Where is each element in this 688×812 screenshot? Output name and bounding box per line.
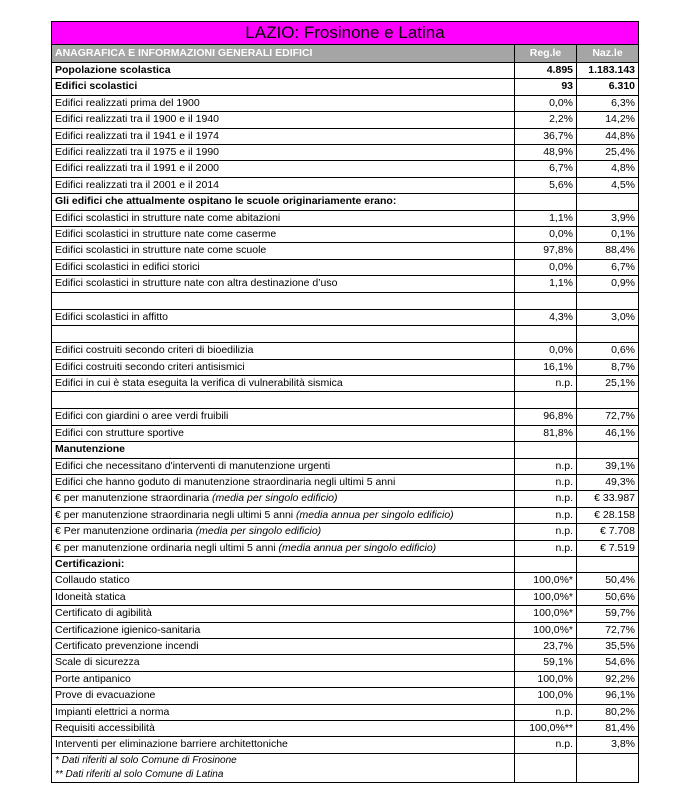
table-row xyxy=(52,622,639,638)
row-label xyxy=(52,688,515,704)
row-label xyxy=(52,392,515,409)
row-label-text: € per manutenzione ordinaria negli ultimi 5 anni xyxy=(55,541,276,554)
row-label xyxy=(52,343,515,359)
regional-value: 5,6% xyxy=(515,177,577,193)
row-label xyxy=(52,639,515,655)
row-label-text: Porte antipanico xyxy=(55,672,131,685)
title-row xyxy=(52,22,639,45)
row-label-text: Edifici in cui è stata eseguita la verifica di vulnerabilità sismica xyxy=(55,376,343,389)
regional-value xyxy=(515,392,577,409)
row-label xyxy=(52,704,515,720)
table-row xyxy=(52,227,639,243)
national-value xyxy=(577,194,639,210)
table-row xyxy=(52,145,639,161)
table-row xyxy=(52,343,639,359)
row-label xyxy=(52,458,515,474)
row-label xyxy=(52,95,515,111)
row-label xyxy=(52,721,515,737)
national-value: 72,7% xyxy=(577,409,639,425)
table-row xyxy=(52,606,639,622)
row-label-text: Edifici costruiti secondo criteri antisismici xyxy=(55,360,245,373)
row-label-text: Edifici scolastici in strutture nate come abitazioni xyxy=(55,211,281,224)
row-label-text: Edifici realizzati tra il 2001 e il 2014 xyxy=(55,178,220,191)
regional-value: 2,2% xyxy=(515,112,577,128)
national-value xyxy=(577,442,639,458)
table-row xyxy=(52,128,639,144)
table-row xyxy=(52,409,639,425)
table-row xyxy=(52,524,639,540)
row-label-text: € per manutenzione straordinaria negli ultimi 5 anni xyxy=(55,508,294,521)
regional-value: 100,0%** xyxy=(515,721,577,737)
row-label xyxy=(52,507,515,523)
row-label-text: Edifici realizzati tra il 1900 e il 1940 xyxy=(55,113,220,126)
national-value: 25,1% xyxy=(577,375,639,391)
footnote-empty-cell xyxy=(577,753,639,768)
row-label xyxy=(52,79,515,95)
blank-row xyxy=(52,292,639,309)
row-label xyxy=(52,375,515,391)
row-label xyxy=(52,655,515,671)
row-label-text: Interventi per eliminazione barriere architettoniche xyxy=(55,738,288,751)
table-row xyxy=(52,359,639,375)
row-label xyxy=(52,259,515,275)
regional-value: 97,8% xyxy=(515,243,577,259)
regional-value: 16,1% xyxy=(515,359,577,375)
regional-value: n.p. xyxy=(515,540,577,556)
table-row xyxy=(52,276,639,292)
table-row xyxy=(52,95,639,111)
section-row xyxy=(52,63,639,79)
regional-value: 96,8% xyxy=(515,409,577,425)
table-row xyxy=(52,737,639,753)
regional-value: 1,1% xyxy=(515,276,577,292)
row-label-note: (media annua per singolo edificio) xyxy=(293,508,454,521)
section-row xyxy=(52,194,639,210)
table-row xyxy=(52,573,639,589)
table-row xyxy=(52,721,639,737)
national-value: 88,4% xyxy=(577,243,639,259)
row-label xyxy=(52,573,515,589)
row-label-text: Certificato di agibilità xyxy=(55,607,152,620)
table-row xyxy=(52,507,639,523)
row-label xyxy=(52,359,515,375)
regional-value: 100,0%* xyxy=(515,622,577,638)
table-row xyxy=(52,243,639,259)
row-label-text: Edifici che necessitano d'interventi di manutenzione urgenti xyxy=(55,459,331,472)
table-row xyxy=(52,210,639,226)
row-label xyxy=(52,112,515,128)
row-label-text: Idoneità statica xyxy=(55,590,126,603)
regional-value: 100,0% xyxy=(515,671,577,687)
table-row xyxy=(52,161,639,177)
national-value: 3,8% xyxy=(577,737,639,753)
row-label xyxy=(52,63,515,79)
section-row xyxy=(52,556,639,572)
row-label-text: Impianti elettrici a norma xyxy=(55,705,170,718)
national-value: 44,8% xyxy=(577,128,639,144)
regional-value xyxy=(515,326,577,343)
row-label-text: Gli edifici che attualmente ospitano le scuole originariamente erano: xyxy=(55,195,397,208)
footnote-empty-cell xyxy=(515,768,577,783)
row-label-text: Manutenzione xyxy=(55,443,125,456)
section-row xyxy=(52,79,639,95)
table-row xyxy=(52,704,639,720)
table-row xyxy=(52,112,639,128)
table-row xyxy=(52,375,639,391)
national-value: 0,1% xyxy=(577,227,639,243)
row-label xyxy=(52,161,515,177)
national-value: 46,1% xyxy=(577,425,639,441)
regional-value: n.p. xyxy=(515,737,577,753)
national-value: 14,2% xyxy=(577,112,639,128)
row-label xyxy=(52,622,515,638)
national-value: 4,5% xyxy=(577,177,639,193)
regional-value: 100,0%* xyxy=(515,606,577,622)
row-label xyxy=(52,309,515,325)
row-label-text: Scale di sicurezza xyxy=(55,656,140,669)
regional-value: n.p. xyxy=(515,474,577,490)
national-value: 0,9% xyxy=(577,276,639,292)
regional-value: 23,7% xyxy=(515,639,577,655)
national-value: 3,9% xyxy=(577,210,639,226)
footnote-row xyxy=(52,768,639,783)
national-value: 50,6% xyxy=(577,589,639,605)
regional-value xyxy=(515,292,577,309)
national-value: 35,5% xyxy=(577,639,639,655)
regional-value: n.p. xyxy=(515,375,577,391)
national-value: € 33.987 xyxy=(577,491,639,507)
regional-value xyxy=(515,194,577,210)
row-label-text: Edifici realizzati tra il 1991 e il 2000 xyxy=(55,162,220,175)
table-row xyxy=(52,491,639,507)
table-row xyxy=(52,425,639,441)
regional-value: 100,0% xyxy=(515,688,577,704)
blank-row xyxy=(52,326,639,343)
row-label-note: (media per singolo edificio) xyxy=(209,492,338,505)
row-label xyxy=(52,540,515,556)
row-label xyxy=(52,227,515,243)
row-label xyxy=(52,606,515,622)
national-value: € 7.519 xyxy=(577,540,639,556)
row-label xyxy=(52,474,515,490)
national-value: 50,4% xyxy=(577,573,639,589)
regional-value: 0,0% xyxy=(515,95,577,111)
row-label xyxy=(52,524,515,540)
regional-value: 4.895 xyxy=(515,63,577,79)
table-row xyxy=(52,589,639,605)
row-label-text: Edifici realizzati prima del 1900 xyxy=(55,96,200,109)
national-value: 1.183.143 xyxy=(577,63,639,79)
row-label xyxy=(52,442,515,458)
regional-value: 6,7% xyxy=(515,161,577,177)
row-label-text: Edifici scolastici in affitto xyxy=(55,310,169,323)
national-value: 4,8% xyxy=(577,161,639,177)
regional-value: 93 xyxy=(515,79,577,95)
header-label: ANAGRAFICA E INFORMAZIONI GENERALI EDIFICI xyxy=(52,45,515,63)
row-label xyxy=(52,194,515,210)
row-label xyxy=(52,326,515,343)
header-national: Naz.le xyxy=(577,45,639,63)
national-value: 96,1% xyxy=(577,688,639,704)
table-row xyxy=(52,688,639,704)
row-label-text: Edifici scolastici in strutture nate con altra destinazione d’uso xyxy=(55,277,338,290)
national-value: 39,1% xyxy=(577,458,639,474)
national-value: € 7.708 xyxy=(577,524,639,540)
table-row xyxy=(52,309,639,325)
header-regional: Reg.le xyxy=(515,45,577,63)
regional-value: 0,0% xyxy=(515,227,577,243)
footnote-empty-cell xyxy=(577,768,639,783)
row-label-text: Edifici realizzati tra il 1975 e il 1990 xyxy=(55,146,220,159)
table-row xyxy=(52,259,639,275)
table-row xyxy=(52,671,639,687)
national-value: 3,0% xyxy=(577,309,639,325)
regional-value: 0,0% xyxy=(515,343,577,359)
row-label xyxy=(52,210,515,226)
national-value: 80,2% xyxy=(577,704,639,720)
row-label-text: Edifici costruiti secondo criteri di bioedilizia xyxy=(55,344,254,357)
regional-value xyxy=(515,556,577,572)
header-row xyxy=(52,45,639,63)
regional-value: 1,1% xyxy=(515,210,577,226)
row-label xyxy=(52,556,515,572)
table-row xyxy=(52,540,639,556)
national-value: 6,3% xyxy=(577,95,639,111)
row-label-text: Prove di evacuazione xyxy=(55,689,156,702)
row-label-text: € per manutenzione straordinaria xyxy=(55,492,210,505)
row-label-text: Certificato prevenzione incendi xyxy=(55,640,199,652)
row-label xyxy=(52,491,515,507)
national-value: 92,2% xyxy=(577,671,639,687)
table-row xyxy=(52,177,639,193)
row-label-note: (media annua per singolo edificio) xyxy=(275,541,437,554)
table-title: LAZIO: Frosinone e Latina xyxy=(52,22,639,45)
national-value xyxy=(577,292,639,309)
row-label-text: Certificazione igienico-sanitaria xyxy=(55,623,201,636)
row-label-text: Edifici che hanno goduto di manutenzione straordinaria negli ultimi 5 anni xyxy=(55,475,396,488)
row-label xyxy=(52,671,515,687)
national-value: 72,7% xyxy=(577,622,639,638)
footnote-row xyxy=(52,753,639,768)
national-value: 59,7% xyxy=(577,606,639,622)
row-label-text: Edifici con strutture sportive xyxy=(55,426,184,439)
national-value: 25,4% xyxy=(577,145,639,161)
national-value: 81,4% xyxy=(577,721,639,737)
regional-value: n.p. xyxy=(515,704,577,720)
row-label-text: Edifici scolastici xyxy=(55,80,138,93)
regional-value: 81,8% xyxy=(515,425,577,441)
row-label xyxy=(52,145,515,161)
row-label-note: (media per singolo edificio) xyxy=(192,525,322,538)
row-label xyxy=(52,177,515,193)
national-value xyxy=(577,326,639,343)
table-row xyxy=(52,458,639,474)
row-label xyxy=(52,128,515,144)
table-row xyxy=(52,474,639,490)
school-buildings-table xyxy=(51,21,638,783)
row-label-text: € Per manutenzione ordinaria xyxy=(55,525,193,538)
regional-value: n.p. xyxy=(515,507,577,523)
regional-value xyxy=(515,442,577,458)
national-value: 6.310 xyxy=(577,79,639,95)
row-label xyxy=(52,589,515,605)
row-label xyxy=(52,276,515,292)
row-label-text: Edifici realizzati tra il 1941 e il 1974 xyxy=(55,129,220,142)
section-row xyxy=(52,442,639,458)
row-label-text: Edifici scolastici in strutture nate come scuole xyxy=(55,244,267,257)
blank-row xyxy=(52,392,639,409)
row-label xyxy=(52,409,515,425)
national-value: 0,6% xyxy=(577,343,639,359)
row-label xyxy=(52,425,515,441)
row-label xyxy=(52,292,515,309)
table-row xyxy=(52,639,639,655)
row-label xyxy=(52,737,515,753)
regional-value: 48,9% xyxy=(515,145,577,161)
regional-value: 100,0%* xyxy=(515,573,577,589)
national-value: 6,7% xyxy=(577,259,639,275)
regional-value: 0,0% xyxy=(515,259,577,275)
national-value xyxy=(577,392,639,409)
row-label xyxy=(52,243,515,259)
regional-value: 4,3% xyxy=(515,309,577,325)
regional-value: 36,7% xyxy=(515,128,577,144)
row-label-text: Collaudo statico xyxy=(55,574,130,587)
row-label-text: Popolazione scolastica xyxy=(55,64,171,76)
regional-value: 100,0%* xyxy=(515,589,577,605)
regional-value: n.p. xyxy=(515,524,577,540)
regional-value: n.p. xyxy=(515,458,577,474)
national-value: 49,3% xyxy=(577,474,639,490)
table-row xyxy=(52,655,639,671)
national-value: € 28.158 xyxy=(577,507,639,523)
national-value: 8,7% xyxy=(577,359,639,375)
row-label-text: Edifici scolastici in edifici storici xyxy=(55,260,200,273)
row-label-text: Requisiti accessibilità xyxy=(55,722,155,735)
national-value: 54,6% xyxy=(577,655,639,671)
row-label-text: Certificazioni: xyxy=(55,557,125,570)
row-label-text: Edifici con giardini o aree verdi fruibili xyxy=(55,410,229,423)
footnote-text: * Dati riferiti al solo Comune di Frosinone xyxy=(52,753,515,768)
regional-value: 59,1% xyxy=(515,655,577,671)
footnote-text: ** Dati riferiti al solo Comune di Latina xyxy=(52,768,515,783)
national-value xyxy=(577,556,639,572)
row-label-text: Edifici scolastici in strutture nate come caserme xyxy=(55,228,277,241)
regional-value: n.p. xyxy=(515,491,577,507)
footnote-empty-cell xyxy=(515,753,577,768)
